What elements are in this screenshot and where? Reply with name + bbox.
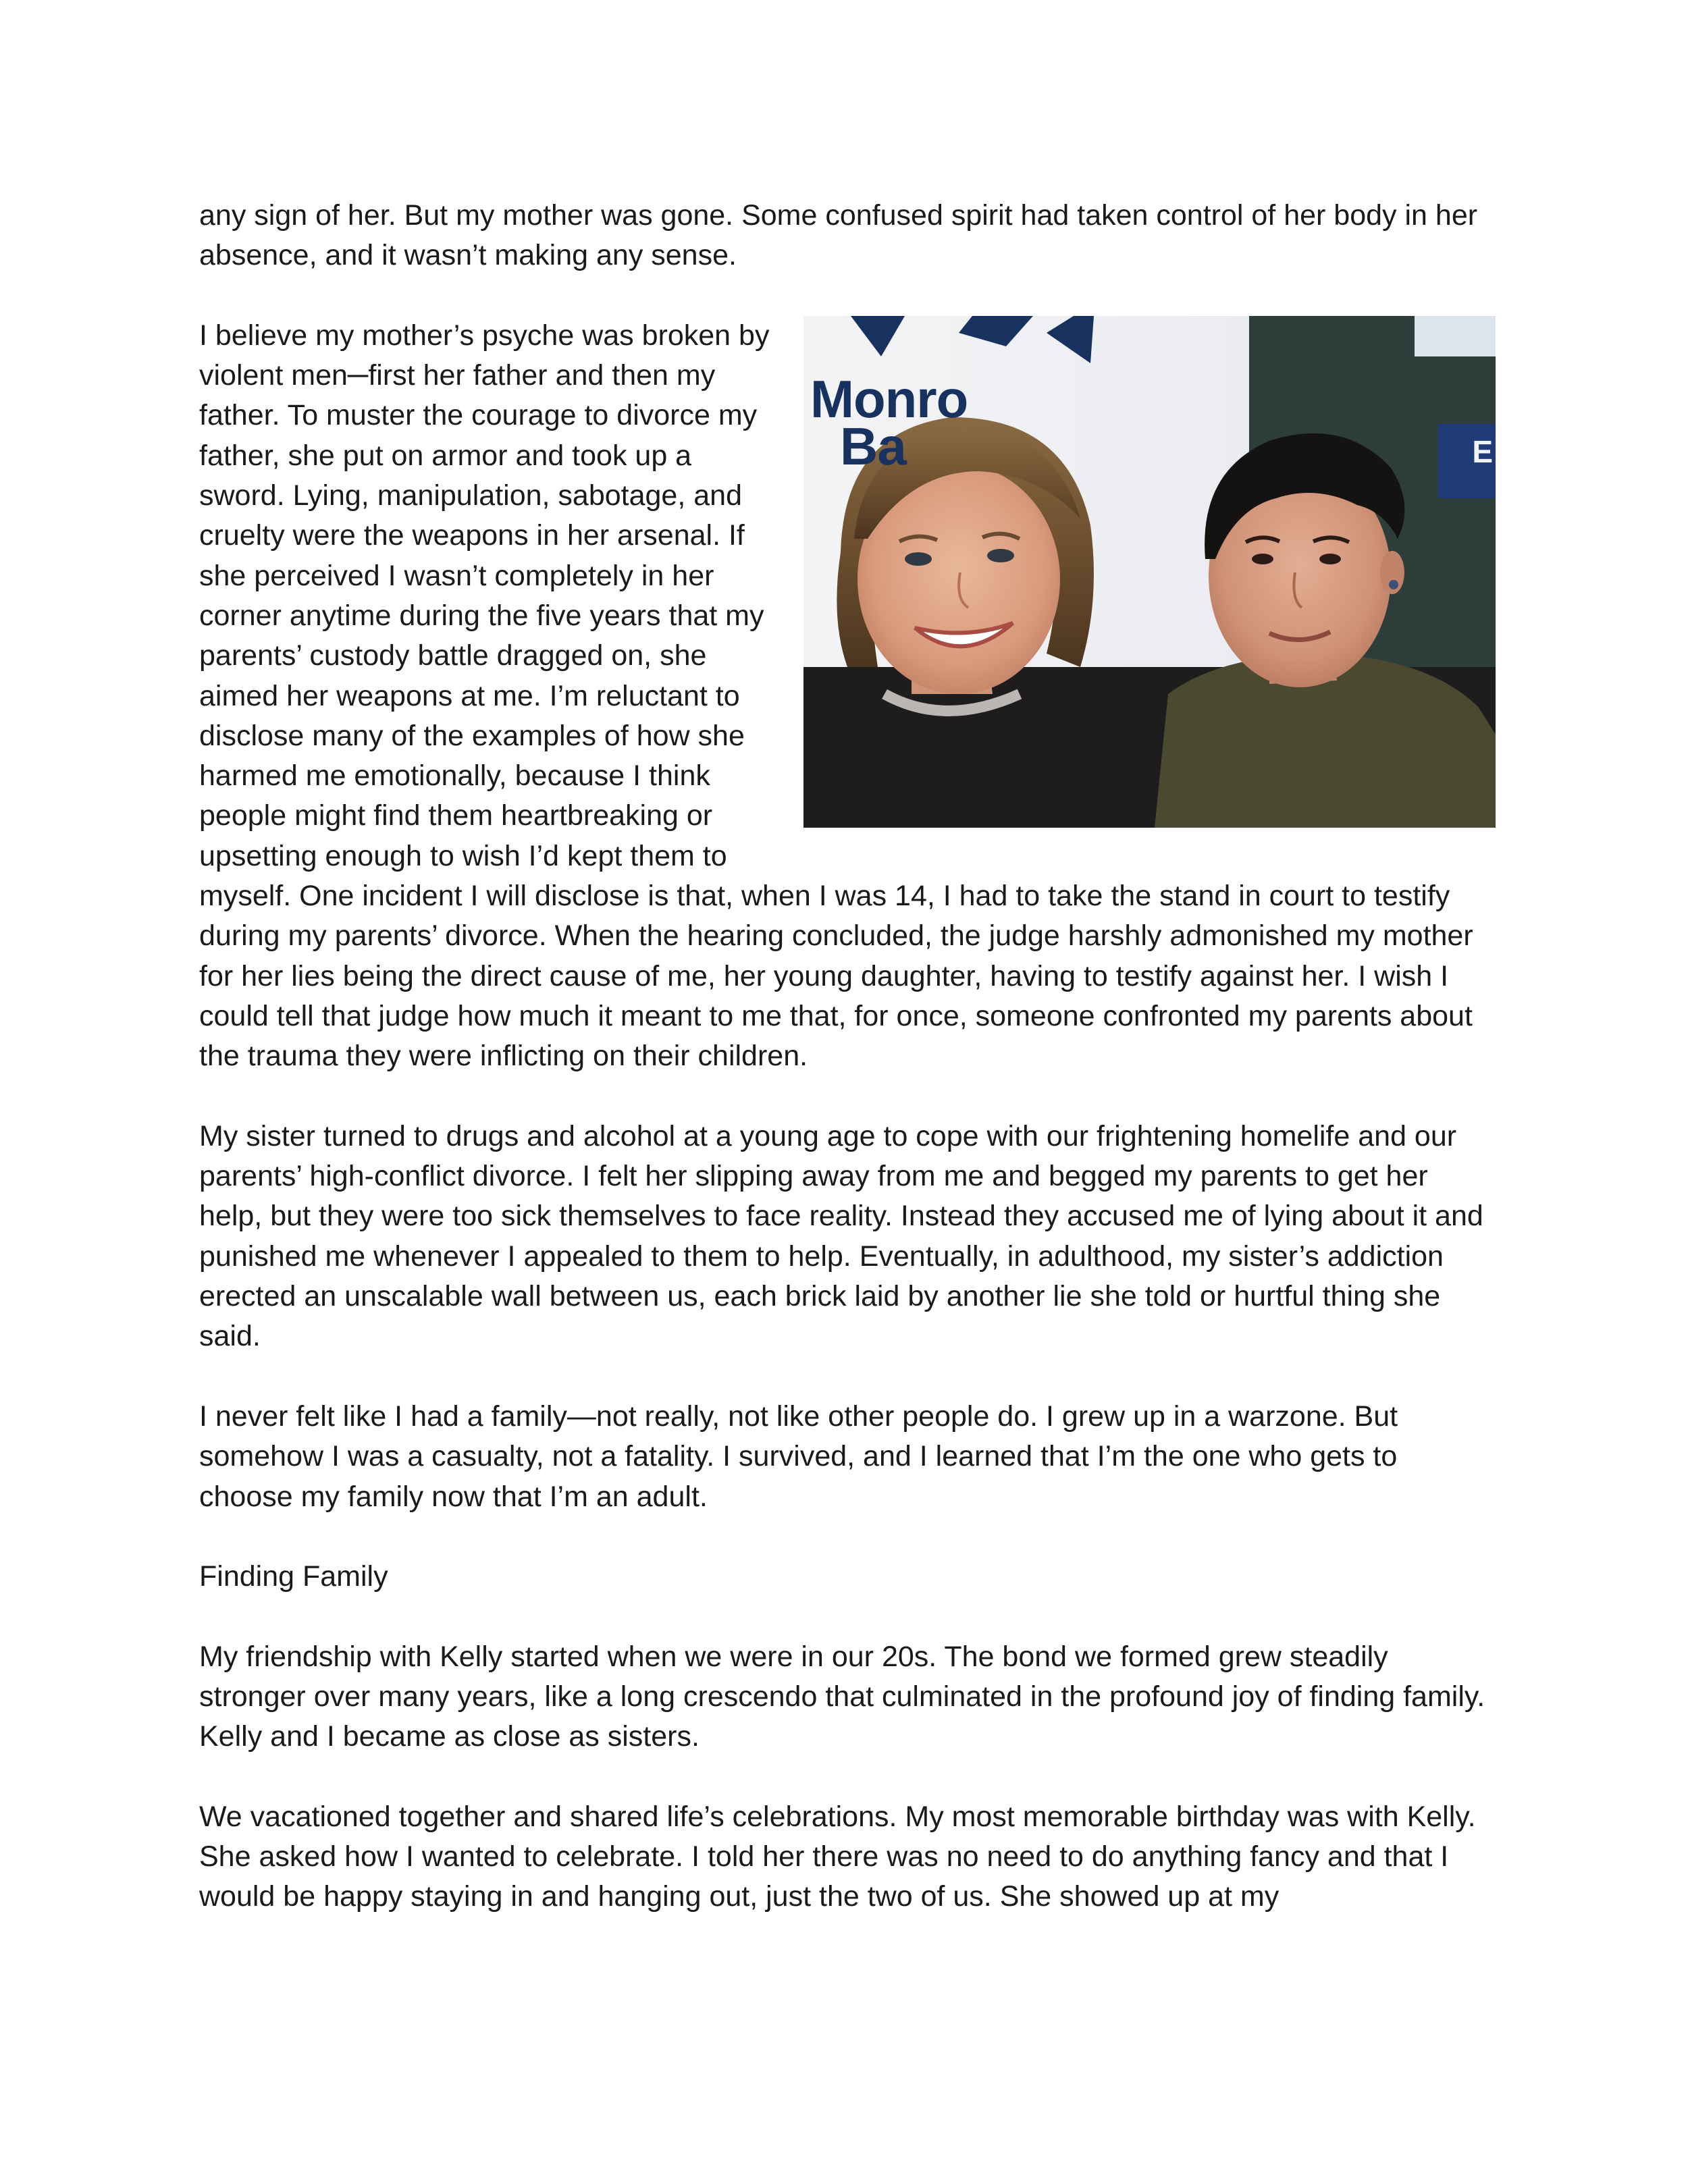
paragraph-sister: My sister turned to drugs and alcohol at a young age to cope with our frightening homelife and our parents’ high-conflict divorce. I felt her slipping away from me and begged my parents to get her help, but they were too sick themselves to face reality. Instead they accused me of lying about it and punished me whenever I appealed to them to help. Eventually, in adulthood, my sister’s addiction erected an unscalable wall between us, each brick laid by another lie she told or hurtful thing she said. <box>199 1119 1483 1353</box>
paragraph-mother-psyche: I believe my mother’s psyche was broken by violent men─first her father and then my father. To muster the courage to divorce my father, she put on armor and took up a sword. Lying, manipulation, sabotage, and cruelty were the weapons in her arsenal. If she perceived I wasn’t completely in her corner anytime during the five years that my parents’ custody battle dragged on, she aimed her weapons at me. I’m reluctant to disclose many of the examples of how she harmed me emotionally, because I think people might find them heartbreaking or upsetting enough to wish I’d kept them to myself. One incident I will disclose is that, when I was 14, I had to take the stand in court to testify during my parents’ divorce. When the hearing concluded, the judge harshly admonished my mother for her lies being the direct cause of me, her young daughter, having to testify against her. I wish I could tell that judge how much it meant to me that, for once, someone confronted my parents about the trauma they were inflicting on their children. <box>199 319 1473 1073</box>
paragraph-friendship-kelly: My friendship with Kelly started when we were in our 20s. The bond we formed grew steadily stronger over many years, like a long crescendo that culminated in the profound joy of finding family. Kelly and I became as close as sisters. <box>199 1640 1485 1753</box>
document-body <box>199 196 1496 1957</box>
photo-sign-letter: E <box>1472 433 1493 469</box>
photo-sign-text-line1: Monro <box>810 369 968 429</box>
section-heading-finding-family: Finding Family <box>199 1560 388 1593</box>
paragraph-no-family: I never felt like I had a family—not really, not like other people do. I grew up in a warzone. But somehow I was a casualty, not a fatality. I survived, and I learned that I’m the one who gets to choose my family now that I’m an adult. <box>199 1400 1398 1513</box>
selfie-photo <box>803 316 1496 828</box>
photo-sign-text-line2: Ba <box>840 416 906 476</box>
paragraph-birthday: We vacationed together and shared life’s celebrations. My most memorable birthday was with Kelly. She asked how I wanted to celebrate. I told her there was no need to do anything fancy and that I would be happy staying in and hanging out, just the two of us. She showed up at my <box>199 1800 1476 1913</box>
paragraph-continued: any sign of her. But my mother was gone. Some confused spirit had taken control of her body in her absence, and it wasn’t making any sense. <box>199 199 1478 272</box>
